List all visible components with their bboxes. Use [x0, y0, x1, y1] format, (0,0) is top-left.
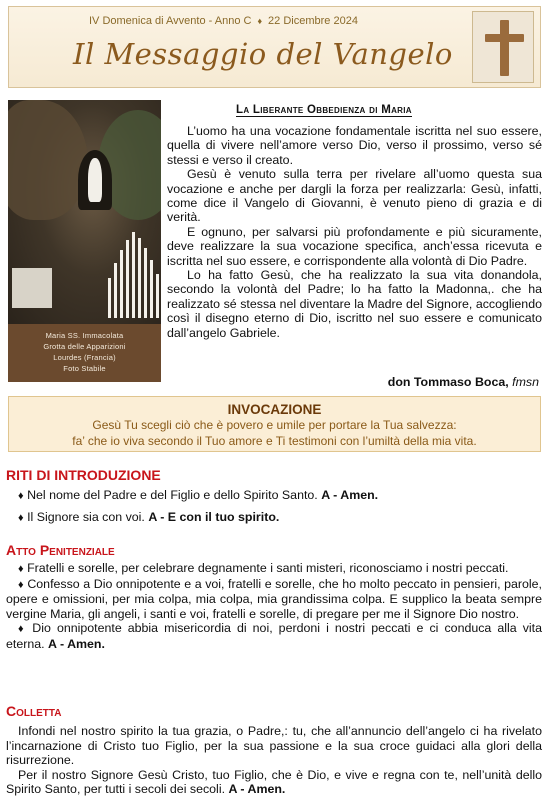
- response: A - Amen.: [228, 782, 286, 797]
- response: A - Amen.: [48, 636, 105, 651]
- caption-line: Grotta delle Apparizioni: [43, 342, 126, 351]
- article-paragraph: E ognuno, per salvarsi più profondamente e più sicuramente, deve realizzare la sua vocazione specifica, anch’essa ricevuta e iscritta nel suo essere, e corrispondente alla volontà di Dio Padre.: [167, 224, 542, 268]
- riti-list: [6, 488, 542, 525]
- invocation-title: INVOCAZIONE: [227, 402, 322, 417]
- diamond-bullet-icon: ♦: [18, 490, 24, 502]
- riti-text: Il Signore sia con voi.: [27, 509, 145, 524]
- issue-date: 22 Dicembre 2024: [268, 15, 358, 27]
- page-title: Il Messaggio del Vangelo: [73, 37, 453, 71]
- section-title-atto: Atto Penitenziale: [6, 542, 115, 558]
- response: A - E con il tuo spirito.: [148, 509, 280, 524]
- author-order: fmsn: [512, 375, 539, 389]
- riti-text: Nel nome del Padre e del Figlio e dello Spirito Santo.: [27, 488, 318, 502]
- caption-line: Foto Stabile: [63, 364, 106, 373]
- section-title-riti: RITI DI INTRODUZIONE: [6, 467, 161, 483]
- photo-caption: [8, 324, 161, 382]
- candles-icon: [104, 228, 161, 318]
- list-item: [6, 510, 542, 526]
- diamond-bullet-icon: ♦: [18, 578, 24, 591]
- atto-text: [6, 561, 542, 652]
- list-item: [6, 488, 542, 504]
- section-title-colletta: Colletta: [6, 703, 62, 719]
- invocation-line: Gesù Tu scegli ciò che è povero e umile per portare la Tua salvezza:: [92, 418, 457, 432]
- response: A - Amen.: [321, 488, 379, 502]
- article-paragraph: Gesù è venuto sulla terra per rivelare all’uomo questa sua vocazione e anche per dargli la forza per realizzarla: Gesù, infatti, come dice il Vangelo di Giovanni, è venuto pieno di grazia e di verità.: [167, 167, 542, 225]
- lourdes-grotto-photo: [8, 100, 161, 324]
- atto-paragraph: ♦ Dio onnipotente abbia misericordia di noi, perdoni i nostri peccati e ci conduca alla vita eterna. A - Amen.: [6, 621, 542, 651]
- article-title: La Liberante Obbedienza di Maria: [236, 104, 412, 116]
- header-date-line: [89, 15, 358, 27]
- diamond-bullet-icon: ♦: [18, 511, 24, 524]
- header-banner: [8, 6, 541, 88]
- colletta-paragraph: Infondi nel nostro spirito la tua grazia, o Padre,: tu, che all’annuncio dell’angelo ci ha rivelato l’incarnazione di Cristo tuo Figlio, per la sua passione e la sua croce guidaci alla glori della risurrezione.: [6, 724, 542, 768]
- diamond-bullet-icon: ♦: [18, 623, 27, 636]
- cross-icon: [472, 11, 534, 83]
- article-signature: [388, 375, 539, 389]
- madonna-statue-icon: [88, 158, 102, 202]
- colletta-text: [6, 724, 542, 797]
- diamond-bullet-icon: ♦: [18, 563, 24, 575]
- article-paragraph: Lo ha fatto Gesù, che ha realizzato la sua vita donandola, secondo la volontà del Padre; lo ha fatto la Madonna,. che ha realizzato sé stessa nel diventare la Madre del Signore, accogliendo così il disegno eterno di Dio, iscritto nel suo essere e comunicato dall’angelo Gabriele.: [167, 268, 542, 340]
- atto-paragraph: ♦ Fratelli e sorelle, per celebrare degnamente i santi misteri, riconosciamo i nostri peccati.: [18, 561, 509, 575]
- invocation-box: [8, 396, 541, 452]
- atto-paragraph: ♦ Confesso a Dio onnipotente e a voi, fratelli e sorelle, che ho molto peccato in pensieri, parole, opere e omissioni, per mia colpa, mia colpa, mia grandissima colpa. E supplico la beata sempre vergine Maria, gli angeli, i santi e voi, fratelli e sorelle, di pregare per me il Signore Dio nostro.: [6, 576, 542, 621]
- colletta-paragraph: Per il nostro Signore Gesù Cristo, tuo Figlio, che è Dio, e vive e regna con te, nell’unità dello Spirito Santo, per tutti i secoli dei secoli. A - Amen.: [6, 767, 542, 797]
- caption-line: Lourdes (Francia): [53, 353, 116, 362]
- diamond-separator-icon: ♦: [257, 16, 263, 26]
- article-paragraph: L’uomo ha una vocazione fondamentale iscritta nel suo essere, quella di vivere nell’amore verso Dio, verso il prossimo, verso sé stessi e verso il creato.: [167, 124, 542, 167]
- author-name: don Tommaso Boca,: [387, 375, 509, 389]
- invocation-line: fa’ che io viva secondo il Tuo amore e Ti testimoni con l’umiltà della mia vita.: [72, 434, 477, 448]
- caption-line: Maria SS. Immacolata: [45, 331, 124, 340]
- article-body: [167, 124, 542, 340]
- liturgical-day: IV Domenica di Avvento - Anno C: [89, 15, 252, 27]
